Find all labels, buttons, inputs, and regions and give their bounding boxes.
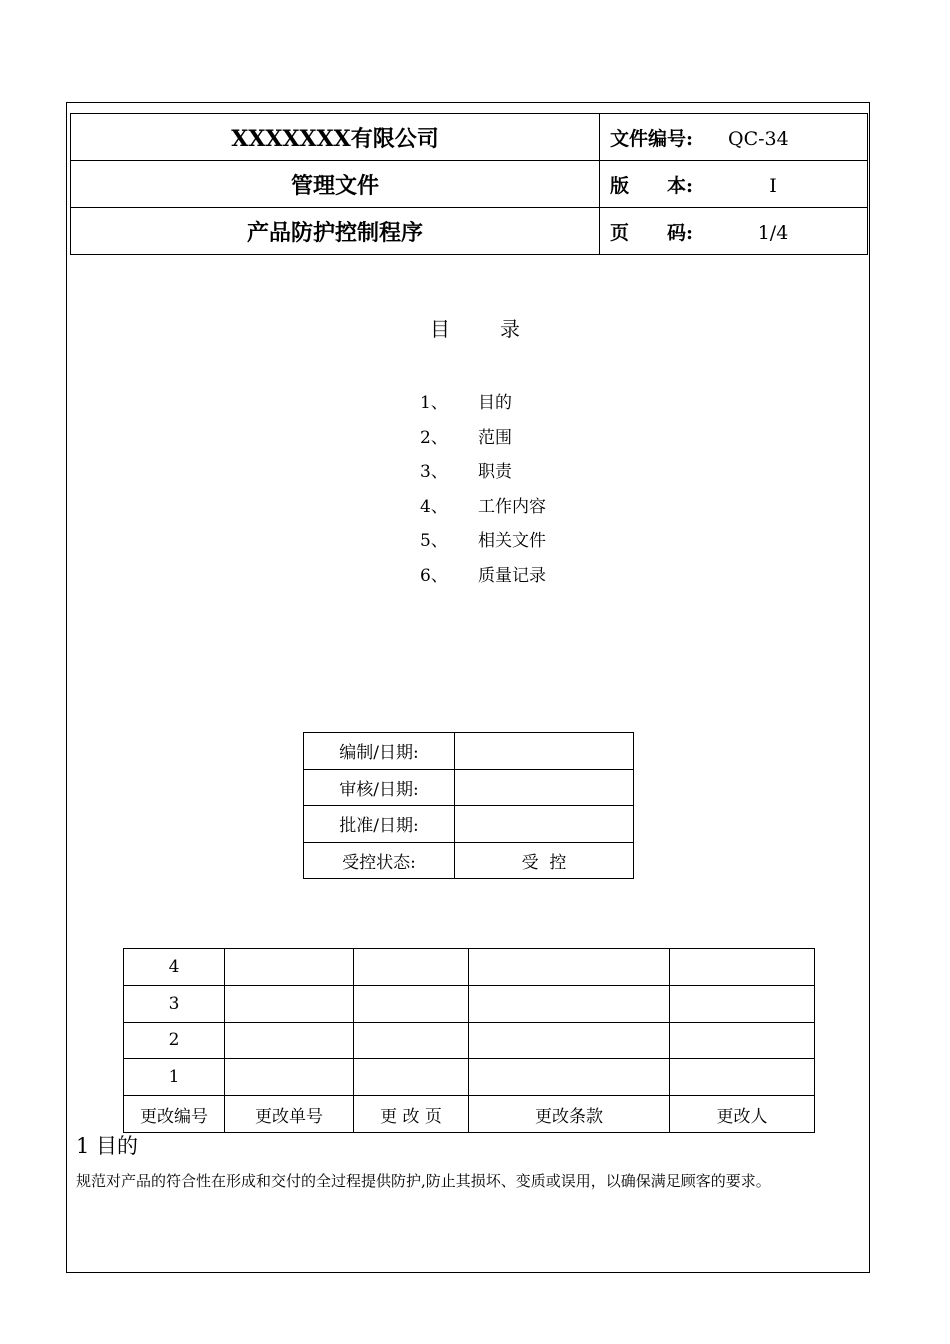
toc-item-text: 职责 [478,462,512,482]
version-cell [600,161,868,208]
toc-item [420,492,546,527]
toc-item-text: 工作内容 [478,496,546,517]
change-no-cell: 3 [124,985,225,1022]
table-row [304,806,634,843]
toc-list [420,388,546,595]
page-value: 1/4 [757,221,789,244]
toc-item-text: 质量记录 [478,565,546,586]
page-cell [600,208,868,255]
toc-item [420,388,546,423]
toc-item-num: 2、 [420,427,448,448]
doc-number-cell [600,114,868,161]
company-name: XXXXXXX有限公司 [71,114,600,161]
controlled-status-value: 受 控 [455,842,634,879]
approval-value [455,769,634,806]
page-label: 页 码: [610,221,694,244]
toc-item [420,526,546,561]
table-row [124,1059,815,1096]
column-header: 更改人 [670,1096,815,1133]
toc-item-text: 相关文件 [478,531,546,551]
table-row [304,733,634,770]
column-header: 更改条款 [469,1096,670,1133]
column-header: 更改编号 [124,1096,225,1133]
approval-value [455,806,634,843]
doc-number-value: QC-34 [728,127,789,150]
change-no-cell: 1 [124,1059,225,1096]
toc-item-num: 5、 [420,531,448,551]
change-no-cell: 4 [124,949,225,986]
toc-item-num: 4、 [420,496,448,517]
toc-item-num: 1、 [420,393,448,413]
change-no-cell: 2 [124,1022,225,1059]
toc-item-num: 3、 [420,462,448,482]
document-header [70,113,868,255]
table-row [124,949,815,986]
table-row [304,769,634,806]
toc-item [420,561,546,596]
section-body: 规范对产品的符合性在形成和交付的全过程提供防护,防止其损坏、变质或误用，以确保满足顾客的要求。 [76,1172,771,1190]
change-history-table [123,948,815,1133]
toc-item [420,423,546,458]
approval-label: 审核/日期: [304,769,455,806]
table-header-row [124,1096,815,1133]
toc-title-b: 录 [500,317,520,341]
doc-number-label: 文件编号: [610,127,694,150]
toc-item-text: 目的 [478,393,512,413]
toc-title-a: 目 [430,317,450,341]
table-row [304,842,634,879]
approval-value [455,733,634,770]
toc-item-num: 6、 [420,565,448,586]
approval-label: 受控状态: [304,842,455,879]
toc-item [420,457,546,492]
doc-type: 管理文件 [71,161,600,208]
doc-title: 产品防护控制程序 [71,208,600,255]
column-header: 更改单号 [225,1096,354,1133]
version-value: I [769,174,777,197]
table-row [124,1022,815,1059]
column-header: 更 改 页 [354,1096,469,1133]
approval-table [303,732,634,879]
section-heading: 1 目的 [76,1134,139,1158]
version-label: 版 本: [610,174,694,197]
table-row [124,985,815,1022]
toc-item-text: 范围 [478,427,512,448]
toc-title [0,313,950,342]
approval-label: 编制/日期: [304,733,455,770]
approval-label: 批准/日期: [304,806,455,843]
